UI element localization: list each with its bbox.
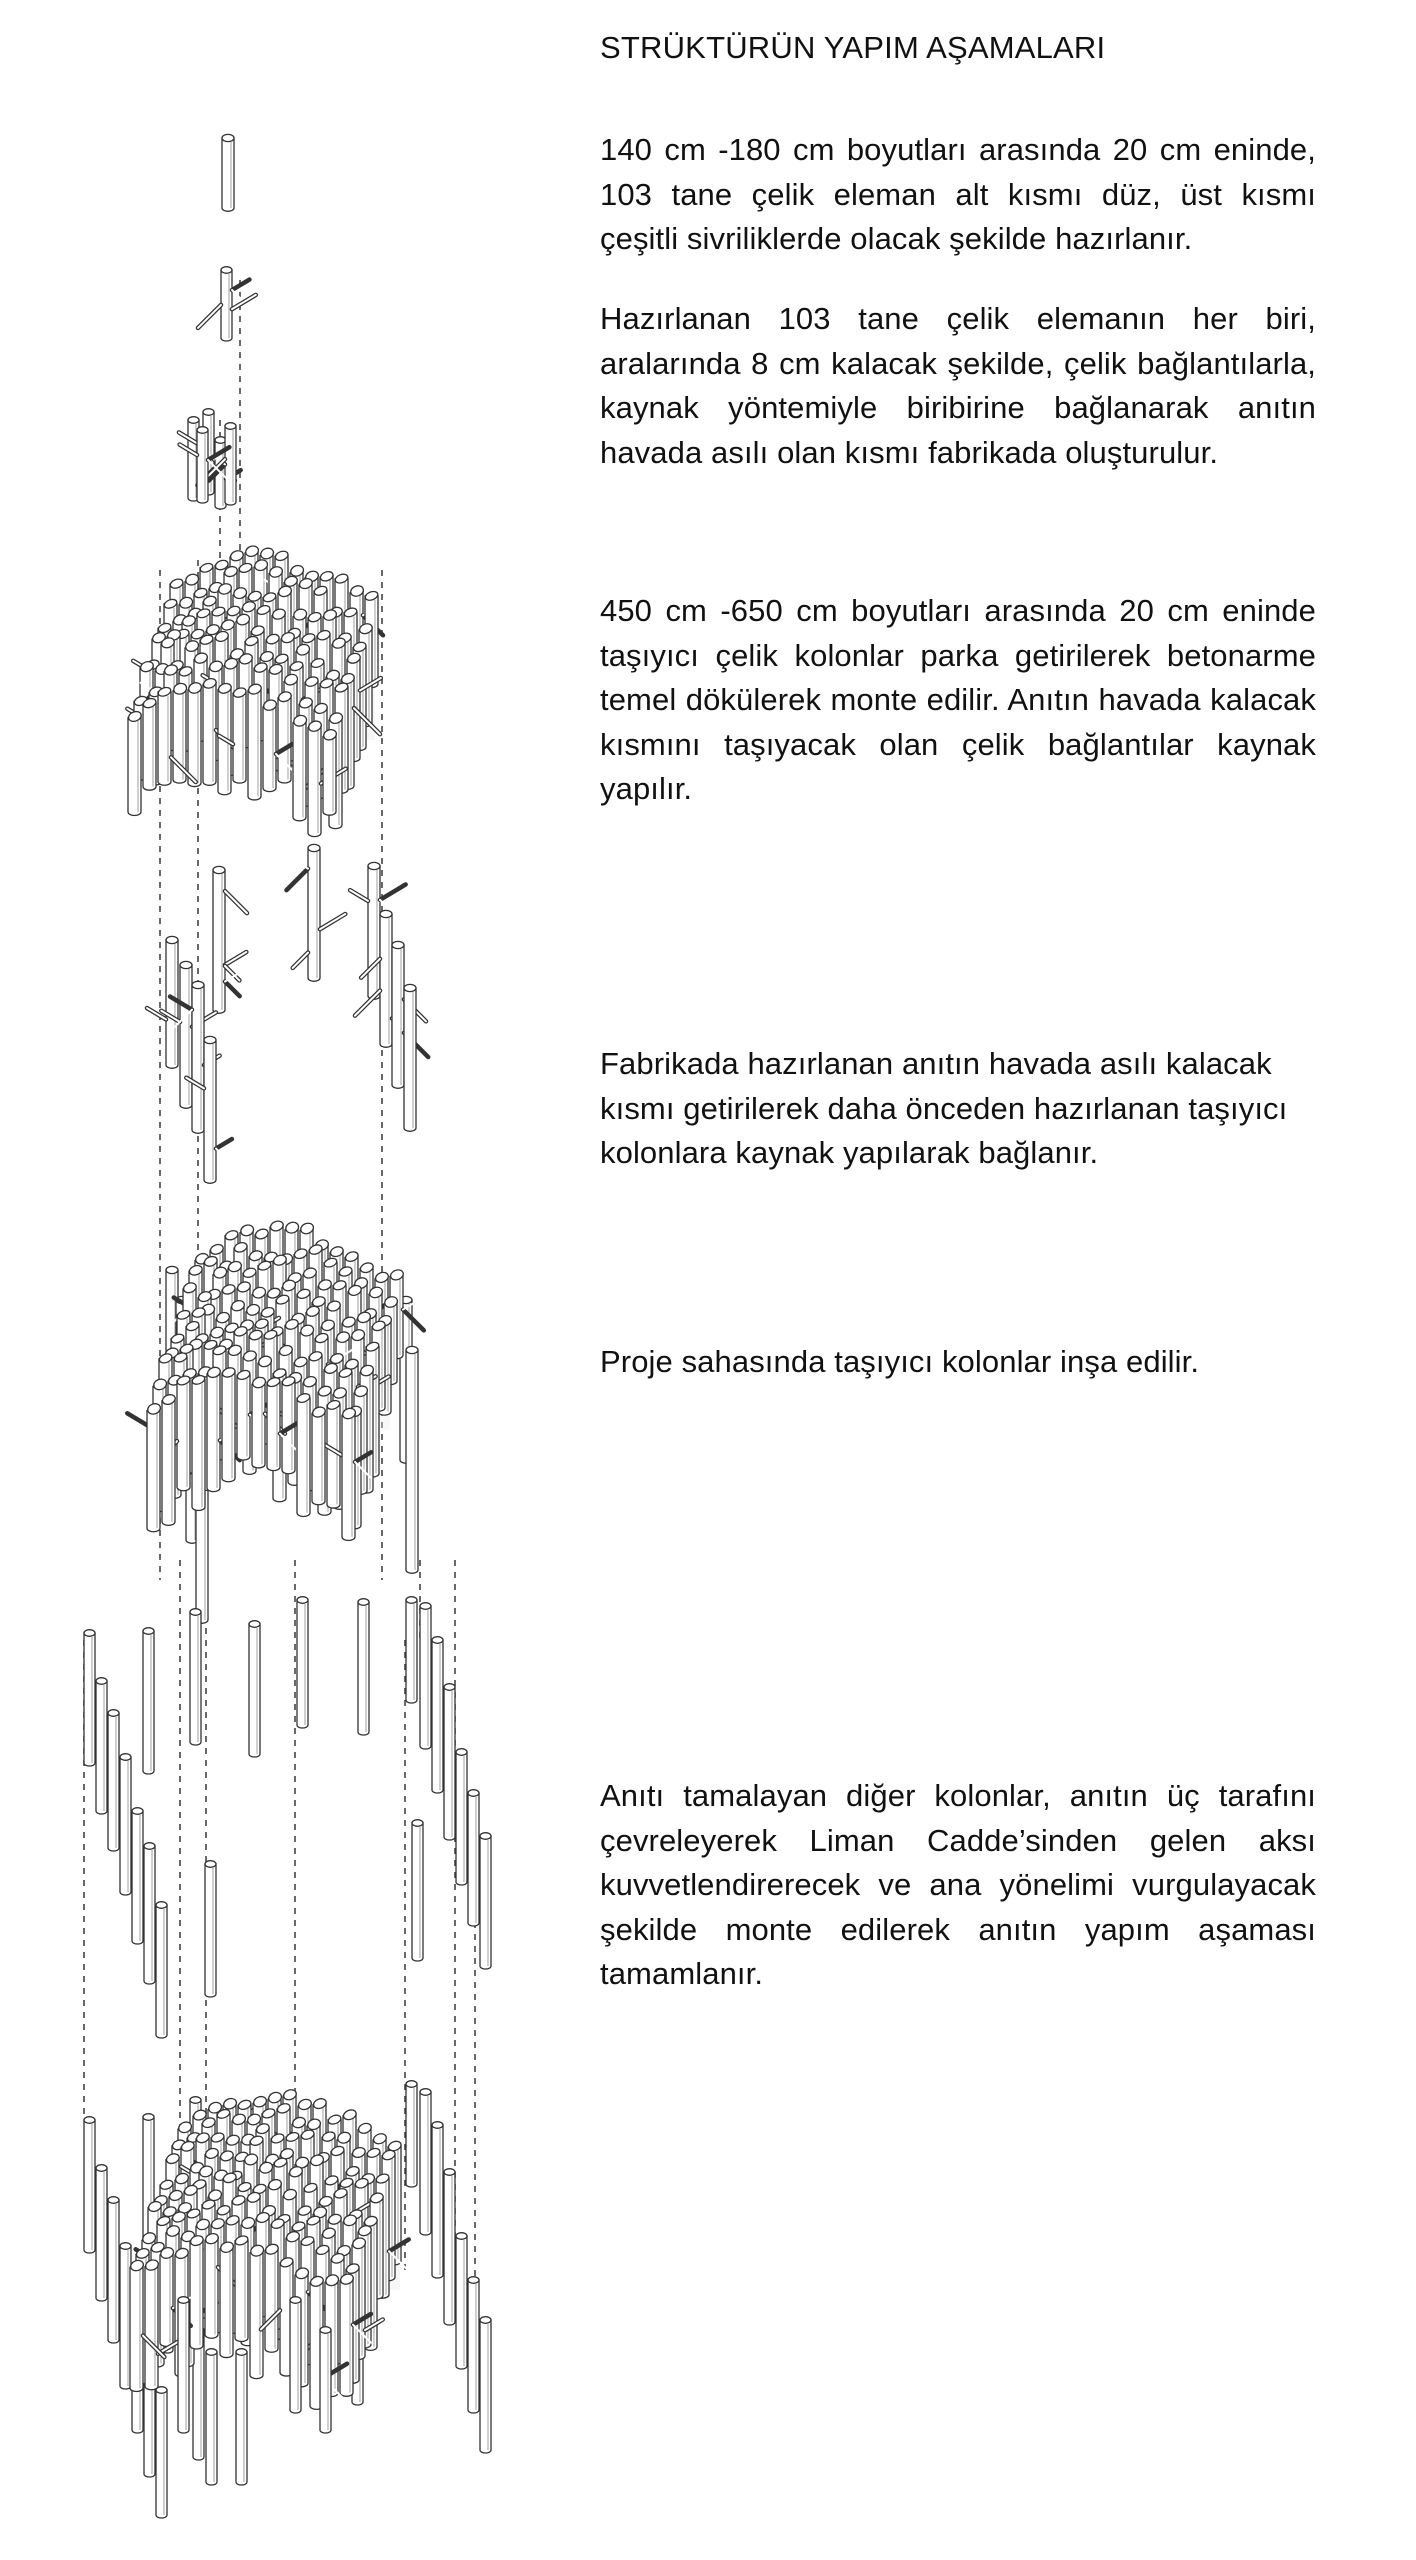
steel-column [420, 1603, 431, 1749]
steel-connector [380, 884, 406, 899]
step-description-2: Hazırlanan 103 tane çelik elemanın her biri, aralarında 8 cm kalacak şekilde, çelik bağlantılarla, kaynak yöntemiyle biribirine bağlanarak anıtın havada asılı olan kısmı fabrikada oluşturulur. [600, 301, 1316, 470]
steel-column [406, 1597, 417, 1703]
steel-column [206, 2349, 217, 2485]
steel-column [127, 710, 142, 816]
steel-column [146, 1402, 162, 1532]
step-description-5: Proje sahasında taşıyıcı kolonlar inşa edilir. [600, 1344, 1200, 1379]
steel-column [161, 1393, 176, 1525]
steel-column [287, 844, 346, 981]
steel-column [147, 936, 178, 1068]
stage-assembled-cluster [127, 1219, 424, 1623]
steel-column [96, 2165, 107, 2301]
stage-final-assembly [84, 2081, 491, 2518]
steel-column [480, 1833, 491, 1969]
steel-column [480, 2317, 491, 2453]
steel-column [191, 1374, 206, 1510]
steel-column [406, 2081, 417, 2187]
page-title: STRÜKTÜRÜN YAPIM AŞAMALARI [600, 30, 1106, 65]
stage-welded-pair [198, 267, 256, 341]
steel-column [190, 1609, 201, 1745]
steel-column [108, 1710, 119, 1851]
steel-column [249, 1621, 260, 1757]
steel-column [234, 2234, 249, 2341]
steel-connector [216, 1139, 232, 1149]
steel-column [404, 984, 416, 1131]
step-description-3: 450 cm -650 cm boyutları arasında 20 cm eninde taşıyıcı çelik kolonlar parka getirilerek betonarme temel dökülerek monte edilir. Anıtın havada kalacak kısmını taşıyacak olan çelik bağlantılar kaynak yapılır. [600, 593, 1316, 806]
steel-column [144, 1843, 155, 1984]
steel-column [236, 2349, 247, 2485]
steel-column [96, 1678, 107, 1814]
step-description-6: Anıtı tamalayan diğer kolonlar, anıtın üç tarafını çevreleyerek Liman Cadde’sinden gelen aksı kuvvetlendirerecek ve ana yönelimi vurgulayacak şekilde monte edilerek anıtın yapım aşaması tamamlanır. [600, 1778, 1316, 1991]
steel-column [205, 1861, 216, 1997]
construction-stages-drawing [0, 0, 560, 2560]
steel-column [444, 2169, 455, 2325]
steel-column [143, 1628, 154, 1774]
steel-connector [225, 982, 240, 997]
steel-column [468, 1790, 479, 1926]
steel-column [156, 1902, 167, 2038]
steel-column [322, 728, 338, 815]
steel-column [296, 1392, 311, 1516]
steel-column [120, 1754, 131, 1895]
step-description-1: 140 cm -180 cm boyutları arasında 20 cm eninde, 103 tane çelik eleman alt kısmı düz, üst kısmı çeşitli sivriliklerde olacak şekilde hazırlanır. [600, 132, 1316, 256]
steel-column [311, 1405, 326, 1504]
steel-column [84, 2117, 95, 2253]
steel-column [132, 1808, 143, 1944]
steel-column [406, 1346, 418, 1573]
steel-column [432, 2122, 443, 2278]
steel-column [320, 2327, 331, 2433]
steel-column [187, 681, 203, 787]
stage-support-columns [147, 844, 428, 1183]
steel-column [222, 134, 234, 211]
steel-column [456, 1749, 467, 1885]
steel-column [456, 2233, 467, 2369]
step-description-4: Fabrikada hazırlanan anıtın havada asılı kalacak kısmı getirilerek daha önceden hazırlanan taşıyıcı kolonlara kaynak yapılarak bağlanır. [600, 1046, 1288, 1170]
steel-column [358, 1599, 369, 1735]
steel-column [264, 2243, 279, 2353]
stage-element-group [179, 409, 241, 509]
steel-column [108, 2197, 119, 2343]
steel-column [198, 267, 256, 341]
steel-connector [287, 869, 308, 890]
steel-column [290, 2297, 301, 2413]
steel-column [221, 1366, 236, 1482]
steel-column [444, 1684, 455, 1840]
steel-column [142, 697, 157, 790]
steel-column [178, 2297, 189, 2433]
steel-column [432, 1637, 443, 1793]
steel-column [219, 2240, 235, 2357]
steel-column [297, 1597, 308, 1728]
steel-column [420, 2089, 431, 2235]
stage-suspended-cluster [127, 544, 383, 836]
steel-column [249, 2244, 265, 2379]
steel-column [412, 1820, 423, 1961]
steel-column [189, 2234, 204, 2349]
stage-surrounding-columns [84, 1597, 491, 2038]
steel-column [292, 714, 308, 821]
steel-column [468, 2277, 479, 2413]
steel-column [247, 683, 262, 800]
steel-column [156, 2387, 167, 2518]
stage-single-element [222, 134, 234, 211]
steel-column [84, 1630, 95, 1766]
steel-column [213, 866, 247, 1013]
